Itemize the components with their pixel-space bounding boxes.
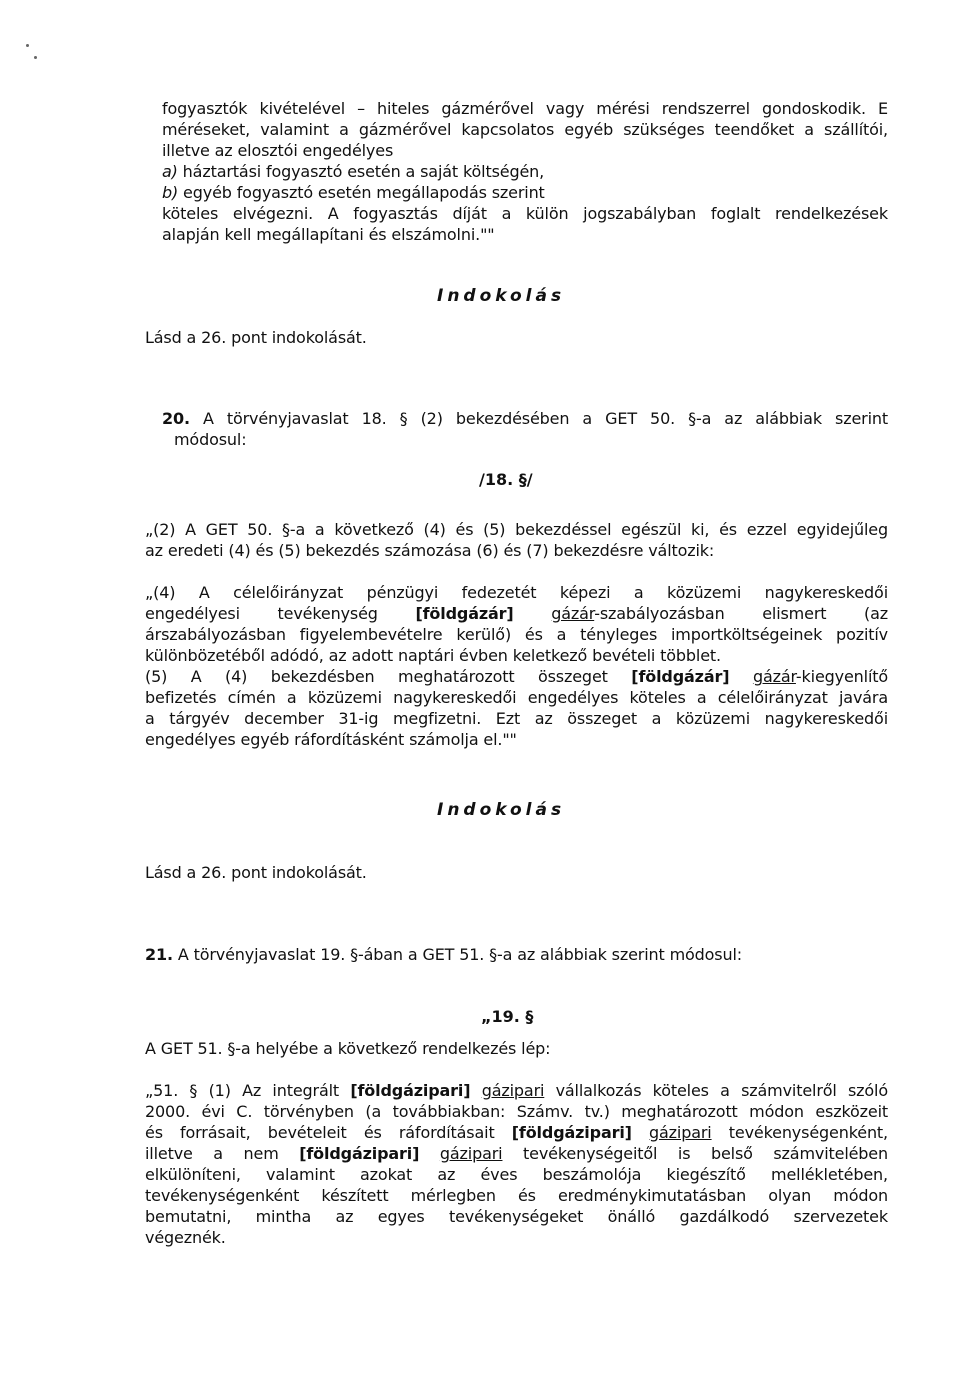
inserted-text: gázár bbox=[752, 667, 796, 686]
quoted-line: engedélyes egyéb ráfordításként számolja el."" bbox=[145, 730, 517, 749]
section-heading-text: A törvényjavaslat 19. §-ában a GET 51. §-a az alábbiak szerint módosul: bbox=[172, 945, 742, 964]
quoted-line: bemutatni, mintha az egyes tevékenységeket önálló gazdálkodó szervezetek bbox=[145, 1207, 888, 1226]
paragraph-mark: „19. § bbox=[481, 1007, 534, 1026]
quoted-line bbox=[145, 666, 888, 687]
scan-speck bbox=[34, 56, 37, 59]
list-item-text: egyéb fogyasztó esetén megállapodás szerint bbox=[178, 183, 545, 202]
deleted-text: [földgázár] bbox=[631, 667, 730, 686]
list-marker: b) bbox=[162, 183, 179, 202]
text-span: (5) A (4) bekezdésben meghatározott összeget bbox=[145, 667, 632, 686]
intro-line: fogyasztók kivételével – hiteles gázmérővel vagy mérési rendszerrel gondoskodik. E bbox=[162, 99, 888, 118]
text-span: illetve a nem bbox=[145, 1144, 300, 1163]
text-span: vállalkozás köteles a számvitelről szóló bbox=[544, 1081, 888, 1100]
deleted-text: [földgázipari] bbox=[299, 1144, 420, 1163]
section-number: 20. bbox=[162, 409, 190, 428]
paragraph-mark: /18. §/ bbox=[479, 470, 533, 489]
deleted-text: [földgázipari] bbox=[350, 1081, 471, 1100]
quoted-line: „(4) A célelőirányzat pénzügyi fedezetét képezi a közüzemi nagykereskedői bbox=[145, 583, 888, 602]
amendment-line: „(2) A GET 50. §-a a következő (4) és (5) bekezdéssel egészül ki, és ezzel egyidejűleg bbox=[145, 520, 888, 539]
section-number: 21. bbox=[145, 945, 173, 964]
section-heading bbox=[145, 944, 742, 965]
justification-heading: Indokolás bbox=[437, 800, 566, 820]
section-intro-line: A GET 51. §-a helyébe a következő rendelkezés lép: bbox=[145, 1039, 551, 1058]
quoted-line: végeznék. bbox=[145, 1228, 226, 1247]
list-marker: a) bbox=[162, 162, 178, 181]
quoted-line bbox=[145, 1122, 888, 1143]
inserted-text: gázár bbox=[551, 604, 595, 623]
list-item-a bbox=[162, 161, 544, 182]
text-span: és forrásait, bevételeit és ráfordításait bbox=[145, 1123, 512, 1142]
text-span: tevékenységeitől is belső számvitelében bbox=[502, 1144, 888, 1163]
inserted-text: gázipari bbox=[481, 1081, 545, 1100]
quoted-line bbox=[145, 603, 888, 624]
quoted-line: elkülöníteni, valamint azokat az éves beszámolója kiegészítő mellékletében, bbox=[145, 1165, 888, 1184]
amendment-line: az eredeti (4) és (5) bekezdés számozása (6) és (7) bekezdésre változik: bbox=[145, 541, 715, 560]
list-item-b bbox=[162, 182, 545, 203]
quoted-line: árszabályozásban figyelembevételre kerülő) és a tényleges importköltségeinek pozitív bbox=[145, 625, 888, 644]
section-heading-text: A törvényjavaslat 18. § (2) bekezdésében a GET 50. §-a az alábbiak szerint bbox=[189, 409, 888, 428]
intro-line: illetve az elosztói engedélyes bbox=[162, 141, 394, 160]
quoted-line: befizetés címén a közüzemi nagykereskedői engedélyes köteles a célelőirányzat javára bbox=[145, 688, 888, 707]
text-span: -kiegyenlítő bbox=[795, 667, 889, 686]
section-heading-cont: módosul: bbox=[174, 430, 247, 449]
deleted-text: [földgázár] bbox=[415, 604, 514, 623]
justification-text: Lásd a 26. pont indokolását. bbox=[145, 863, 367, 882]
scan-speck bbox=[26, 44, 29, 47]
inserted-text: gázipari bbox=[439, 1144, 503, 1163]
justification-text: Lásd a 26. pont indokolását. bbox=[145, 328, 367, 347]
quoted-line: 2000. évi C. törvényben (a továbbiakban: Számv. tv.) meghatározott módon eszközeit bbox=[145, 1102, 888, 1121]
text-span: „51. § (1) Az integrált bbox=[145, 1081, 351, 1100]
justification-heading: Indokolás bbox=[437, 286, 566, 306]
intro-line: alapján kell megállapítani és elszámolni."" bbox=[162, 225, 495, 244]
inserted-text: gázipari bbox=[649, 1123, 712, 1142]
quoted-line bbox=[145, 1143, 888, 1164]
text-span: tevékenységenként, bbox=[711, 1123, 888, 1142]
intro-line: köteles elvégezni. A fogyasztás díját a külön jogszabályban foglalt rendelkezések bbox=[162, 204, 888, 223]
section-heading bbox=[162, 408, 888, 429]
quoted-line: a tárgyév december 31-ig megfizetni. Ezt az összeget a közüzemi nagykereskedői bbox=[145, 709, 888, 728]
quoted-line: tevékenységenként készített mérlegben és eredménykimutatásban olyan módon bbox=[145, 1186, 888, 1205]
text-span: engedélyesi tevékenység bbox=[145, 604, 416, 623]
text-span: -szabályozásban elismert (az bbox=[594, 604, 889, 623]
list-item-text: háztartási fogyasztó esetén a saját költségén, bbox=[177, 162, 545, 181]
quoted-line bbox=[145, 1080, 888, 1101]
quoted-line: különbözetéből adódó, az adott naptári évben keletkező bevételi többlet. bbox=[145, 646, 721, 665]
intro-line: méréseket, valamint a gázmérővel kapcsolatos egyéb szükséges teendőket a szállítói, bbox=[162, 120, 888, 139]
deleted-text: [földgázipari] bbox=[511, 1123, 632, 1142]
